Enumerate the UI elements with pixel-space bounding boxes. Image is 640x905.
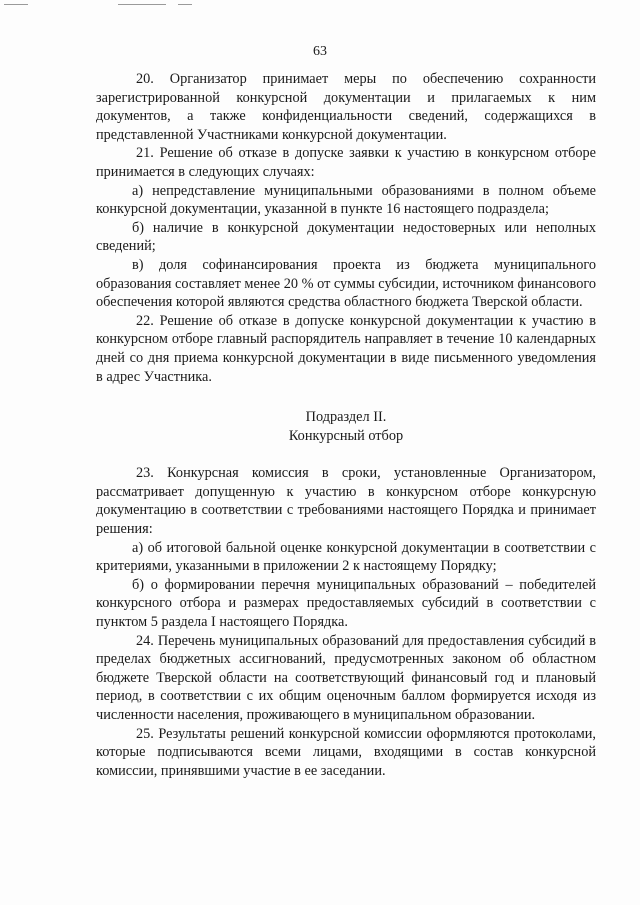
scan-artifact xyxy=(118,4,166,5)
paragraph-25: 25. Результаты решений конкурсной комиссии оформляются протоколами, которые подписываются всеми лицами, входящими в состав конкурсной комиссии, принявшими участие в ее заседании. xyxy=(96,725,596,779)
paragraph-20: 20. Организатор принимает меры по обеспечению сохранности зарегистрированной конкурсной документации и прилагаемых к ним документов, а также конфиденциальности сведений, содержащихся в представленной Участниками конкурсной документации. xyxy=(96,71,596,143)
paragraph-22: 22. Решение об отказе в допуске конкурсной документации к участию в конкурсном отборе главный распорядитель направляет в течение 10 календарных дней со дня приема конкурсной документации в виде письменного уведомления в адрес Участника. xyxy=(96,312,596,385)
paragraph-23-item-a: а) об итоговой бальной оценке конкурсной документации в соответствии с критериями, указанными в приложении 2 к настоящему Порядку; xyxy=(96,539,596,575)
paragraph-23-item-b: б) о формировании перечня муниципальных образований – победителей конкурсного отбора и размерах предоставляемых субсидий в соответствии с пунктом 5 раздела I настоящего Порядка. xyxy=(96,576,596,631)
paragraph-21-item-a: а) непредставление муниципальными образованиями в полном объеме конкурсной документации, указанной в пункте 16 настоящего подраздела; xyxy=(96,182,596,218)
paragraph-21: 21. Решение об отказе в допуске заявки к участию в конкурсном отборе принимается в следующих случаях: xyxy=(96,145,596,180)
section-heading-number: Подраздел II. xyxy=(305,409,387,426)
scan-artifact xyxy=(178,4,192,5)
paragraph-24: 24. Перечень муниципальных образований для предоставления субсидий в пределах бюджетных ассигнований, предусмотренных законом об областном бюджете Тверской области на соответствующий финансовый год и плановый период, в соответствии с их общим оценочным баллом формируется исходя из численности населения, проживающего в муниципальном образовании. xyxy=(96,632,596,723)
paragraph-21-item-b: б) наличие в конкурсной документации недостоверных или неполных сведений; xyxy=(96,219,596,255)
paragraph-21-item-v: в) доля софинансирования проекта из бюджета муниципального образования составляет менее 20 % от суммы субсидии, источником финансового обеспечения которой являются средства областного бюджета Тверской области. xyxy=(96,256,596,311)
section-heading-title: Конкурсный отбор xyxy=(288,427,404,444)
document-body xyxy=(96,70,596,780)
paragraph-23: 23. Конкурсная комиссия в сроки, установленные Организатором, рассматривает допущенную к участию в конкурсном отборе конкурсную документацию в соответствии с требованиями настоящего Порядка и принимает решения: xyxy=(96,465,596,538)
scan-artifact xyxy=(4,4,28,5)
section-heading xyxy=(96,408,596,445)
page-number: 63 xyxy=(313,44,327,59)
